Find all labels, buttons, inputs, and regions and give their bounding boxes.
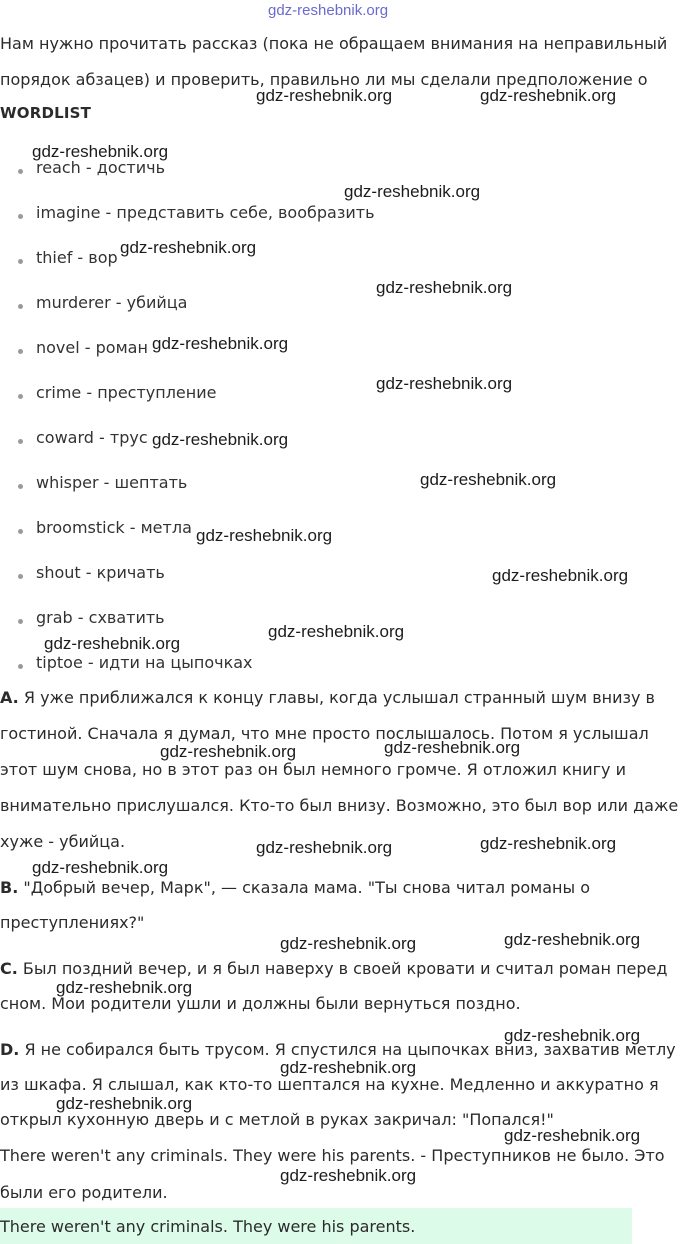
list-item: novel - роман (36, 338, 148, 357)
list-item: reach - достичь (36, 158, 166, 177)
bullet-icon (18, 214, 23, 219)
paragraph-b-line-2: преступлениях?" (0, 913, 145, 932)
intro-line-1: Нам нужно прочитать рассказ (пока не обращаем внимания на неправильный (0, 34, 668, 53)
paragraph-text: "Добрый вечер, Марк", — сказала мама. "Ты снова читал романы о (23, 878, 591, 897)
bullet-icon (18, 664, 23, 669)
paragraph-text: Я уже приближался к концу главы, когда услышал странный шум внизу в (23, 688, 655, 707)
paragraph-d-line-3: открыл кухонную дверь и с метлой в руках закричал: "Попался!" (0, 1110, 554, 1129)
paragraph-a-line-4: внимательно прислушался. Кто-то был внизу. Возможно, это был вор или даже (0, 796, 679, 815)
paragraph-d-line-2: из шкафа. Я слышал, как кто-то шептался на кухне. Медленно и аккуратно я (0, 1075, 659, 1094)
watermark: gdz-reshebnik.org (152, 334, 289, 353)
wordlist-title: WORDLIST (0, 104, 92, 122)
watermark: gdz-reshebnik.org (376, 278, 513, 297)
paragraph-text: Был поздний вечер, и я был наверху в своей кровати и считал роман перед (22, 959, 668, 978)
paragraph-a-line-1 (0, 688, 655, 707)
watermark: gdz-reshebnik.org (44, 634, 181, 653)
watermark: gdz-reshebnik.org (196, 526, 333, 545)
watermark: gdz-reshebnik.org (504, 1026, 641, 1045)
list-item: thief - вор (36, 248, 118, 267)
watermark: gdz-reshebnik.org (344, 182, 481, 201)
list-item: crime - преступление (36, 383, 217, 402)
bullet-icon (18, 349, 23, 354)
list-item: shout - кричать (36, 563, 165, 582)
paragraph-marker: A. (0, 688, 19, 707)
conclusion-line-1: There weren't any criminals. They were his parents. - Преступников не было. Это (0, 1146, 665, 1165)
watermark: gdz-reshebnik.org (32, 858, 169, 877)
paragraph-a-line-3: этот шум снова, но в этот раз он был немного громче. Я отложил книгу и (0, 760, 626, 779)
watermark: gdz-reshebnik.org (504, 1126, 641, 1145)
intro-line-2: порядок абзацев) и проверить, правильно ли мы сделали предположение о (0, 70, 648, 89)
bullet-icon (18, 484, 23, 489)
watermark: gdz-reshebnik.org (268, 622, 405, 641)
list-item: broomstick - метла (36, 518, 192, 537)
watermark: gdz-reshebnik.org (56, 978, 193, 997)
bullet-icon (18, 169, 23, 174)
bullet-icon (18, 529, 23, 534)
paragraph-a-line-5: хуже - убийца. (0, 832, 126, 851)
watermark: gdz-reshebnik.org (256, 838, 393, 857)
watermark: gdz-reshebnik.org (504, 930, 641, 949)
answer-text: There weren't any criminals. They were his parents. (0, 1217, 416, 1236)
paragraph-c-line-2: сном. Мои родители ушли и должны были вернуться поздно. (0, 994, 521, 1013)
watermark: gdz-reshebnik.org (384, 738, 521, 757)
watermark: gdz-reshebnik.org (280, 1058, 417, 1077)
watermark: gdz-reshebnik.org (280, 1166, 417, 1185)
bullet-icon (18, 259, 23, 264)
watermark: gdz-reshebnik.org (120, 238, 257, 257)
paragraph-marker: C. (0, 959, 18, 978)
watermark: gdz-reshebnik.org (480, 86, 617, 105)
paragraph-b-line-1 (0, 878, 590, 897)
watermark: gdz-reshebnik.org (480, 834, 617, 853)
bullet-icon (18, 394, 23, 399)
paragraph-text: Я не собирался быть трусом. Я спустился на цыпочках вниз, захватив метлу (24, 1040, 676, 1059)
watermark-top: gdz-reshebnik.org (268, 2, 389, 19)
conclusion-line-2: были его родители. (0, 1183, 168, 1202)
watermark: gdz-reshebnik.org (256, 86, 393, 105)
watermark: gdz-reshebnik.org (152, 430, 289, 449)
bullet-icon (18, 304, 23, 309)
watermark: gdz-reshebnik.org (160, 742, 297, 761)
watermark: gdz-reshebnik.org (56, 1094, 193, 1113)
list-item: grab - схватить (36, 608, 165, 627)
answer-highlight (0, 1208, 632, 1244)
list-item: coward - трус (36, 428, 148, 447)
watermark: gdz-reshebnik.org (32, 142, 169, 161)
bullet-icon (18, 619, 23, 624)
bullet-icon (18, 574, 23, 579)
list-item: whisper - шептать (36, 473, 188, 492)
paragraph-c-line-1 (0, 959, 667, 978)
watermark: gdz-reshebnik.org (420, 470, 557, 489)
list-item: imagine - представить себе, вообразить (36, 203, 375, 222)
watermark: gdz-reshebnik.org (376, 374, 513, 393)
list-item: tiptoe - идти на цыпочках (36, 653, 253, 672)
watermark: gdz-reshebnik.org (492, 566, 629, 585)
paragraph-marker: D. (0, 1040, 20, 1059)
paragraph-a-line-2: гостиной. Сначала я думал, что мне просто послышалось. Потом я услышал (0, 724, 649, 743)
list-item: murderer - убийца (36, 293, 188, 312)
bullet-icon (18, 439, 23, 444)
paragraph-marker: B. (0, 878, 19, 897)
watermark: gdz-reshebnik.org (280, 934, 417, 953)
